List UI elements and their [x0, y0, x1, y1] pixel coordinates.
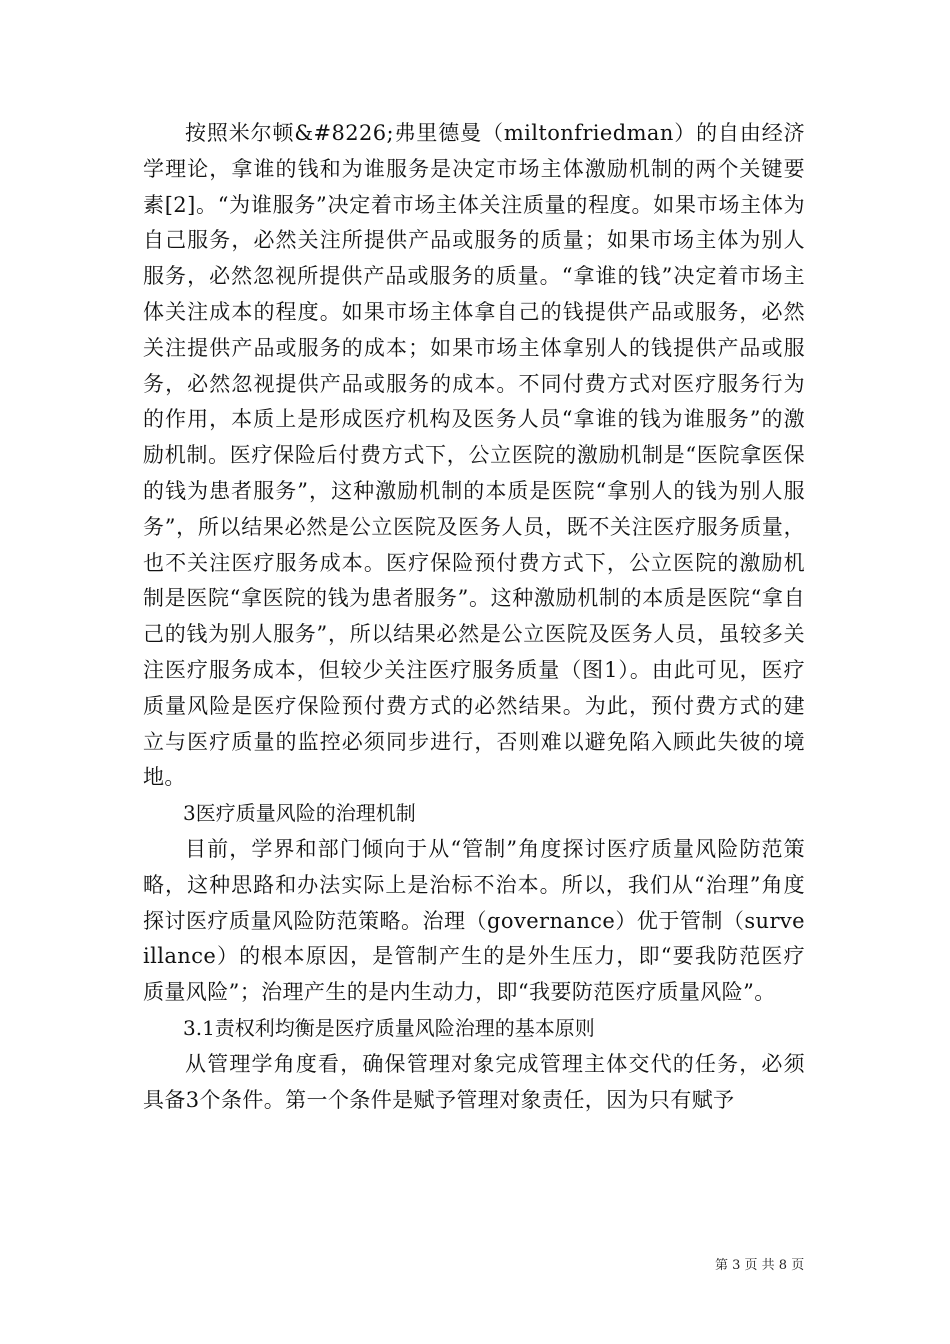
section-heading-3-1: 3.1责权利均衡是医疗质量风险治理的基本原则	[183, 1015, 595, 1040]
paragraph-management-conditions: 从管理学角度看，确保管理对象完成管理主体交代的任务，必须具备3个条件。第一个条件是赋予管理对象责任，因为只有赋予	[143, 1051, 805, 1112]
paragraph-governance-intro: 目前，学界和部门倾向于从“管制”角度探讨医疗质量风险防范策略，这种思路和办法实际上是治标不治本。所以，我们从“治理”角度探讨医疗质量风险防范策略。治理（governance）优于管制（surveillance）的根本原因，是管制产生的是外生压力，即“要我防范医疗质量风险”；治理产生的是内生动力，即“我要防范医疗质量风险”。	[143, 836, 805, 1005]
page-number-footer: 第 3 页 共 8 页	[715, 1258, 805, 1273]
paragraph-friedman-theory: 按照米尔顿&#8226;弗里德曼（miltonfriedman）的自由经济学理论，拿谁的钱和为谁服务是决定市场主体激励机制的两个关键要素[2]。“为谁服务”决定着市场主体关注质量的程度。如果市场主体为自己服务，必然关注所提供产品或服务的质量；如果市场主体为别人服务，必然忽视所提供产品或服务的质量。“拿谁的钱”决定着市场主体关注成本的程度。如果市场主体拿自己的钱提供产品或服务，必然关注提供产品或服务的成本；如果市场主体拿别人的钱提供产品或服务，必然忽视提供产品或服务的成本。不同付费方式对医疗服务行为的作用，本质上是形成医疗机构及医务人员“拿谁的钱为谁服务”的激励机制。医疗保险后付费方式下，公立医院的激励机制是“医院拿医保的钱为患者服务”，这种激励机制的本质是医院“拿别人的钱为别人服务”，所以结果必然是公立医院及医务人员，既不关注医疗服务质量，也不关注医疗服务成本。医疗保险预付费方式下，公立医院的激励机制是医院“拿医院的钱为患者服务”。这种激励机制的本质是医院“拿自己的钱为别人服务”，所以结果必然是公立医院及医务人员，虽较多关注医疗服务成本，但较少关注医疗服务质量（图1）。由此可见，医疗质量风险是医疗保险预付费方式的必然结果。为此，预付费方式的建立与医疗质量的监控必须同步进行，否则难以避免陷入顾此失彼的境地。	[143, 121, 805, 790]
document-body	[143, 116, 805, 1118]
section-heading-3: 3医疗质量风险的治理机制	[183, 801, 416, 826]
